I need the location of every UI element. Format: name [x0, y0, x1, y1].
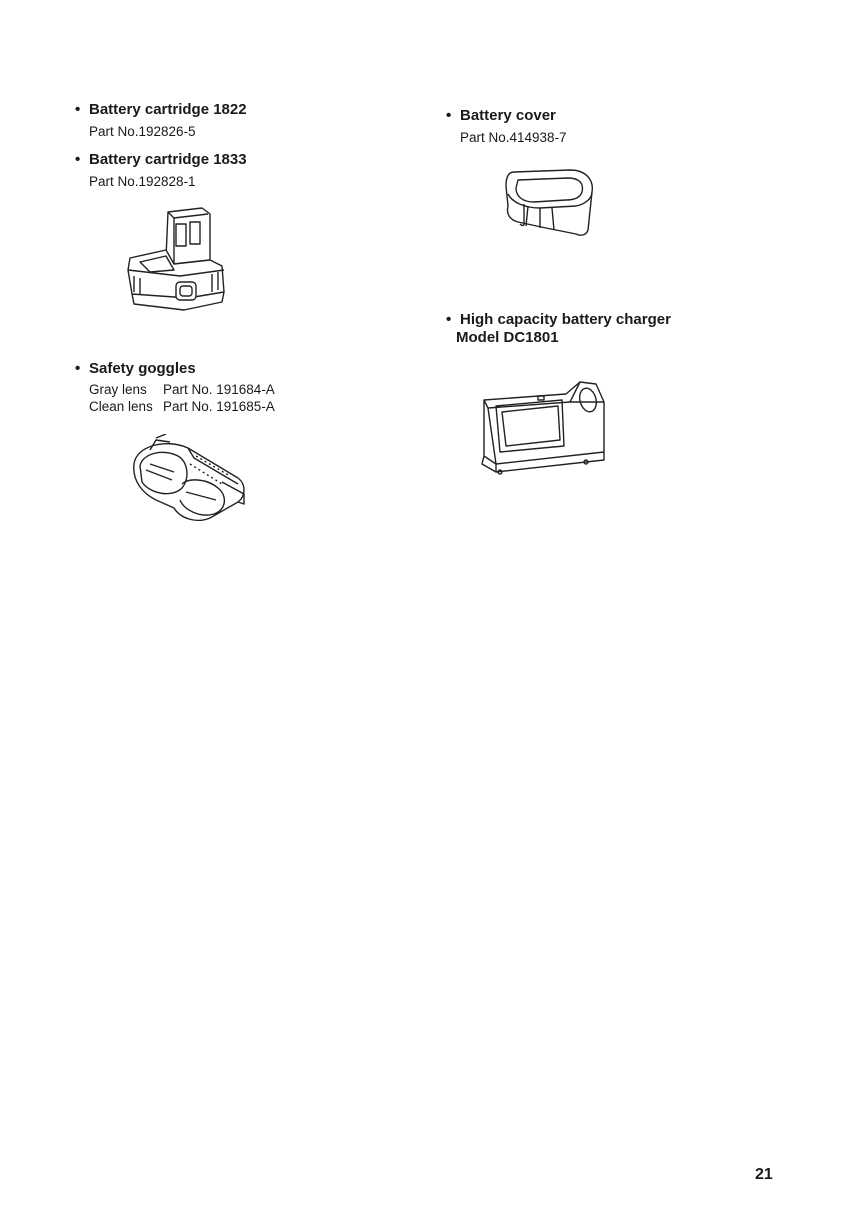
bullet: • — [75, 151, 81, 168]
safety-goggles-title — [75, 360, 275, 378]
clean-lens-part-number: Part No. 191685-A — [163, 399, 275, 414]
gray-lens-row — [89, 381, 275, 398]
clean-lens-row — [89, 398, 275, 415]
battery-cover-entry — [446, 107, 567, 146]
page-number: 21 — [755, 1166, 773, 1183]
safety-goggles-illustration — [126, 434, 250, 526]
bullet: • — [446, 311, 452, 328]
gray-lens-part-number: Part No. 191684-A — [163, 382, 275, 397]
battery-cartridge-1833-entry — [75, 151, 247, 190]
safety-goggles-entry — [75, 360, 275, 415]
battery-cartridge-1833-label: Battery cartridge 1833 — [89, 151, 247, 168]
charger-title — [446, 311, 671, 329]
battery-cartridge-1822-part-number: Part No.192826-5 — [89, 124, 196, 139]
battery-cover-part-number: Part No.414938-7 — [460, 130, 567, 145]
safety-goggles-label: Safety goggles — [89, 360, 196, 377]
battery-cartridge-1833-part-number: Part No.192828-1 — [89, 174, 196, 189]
battery-cartridge-1822-entry — [75, 101, 247, 140]
battery-cartridge-illustration — [120, 200, 230, 315]
charger-label: High capacity battery charger — [460, 311, 671, 328]
battery-cartridge-1822-title — [75, 101, 247, 119]
battery-cartridge-1822-label: Battery cartridge 1822 — [89, 101, 247, 118]
charger-entry — [446, 311, 671, 347]
bullet: • — [75, 360, 81, 377]
clean-lens-label: Clean lens — [89, 399, 153, 414]
bullet: • — [75, 101, 81, 118]
charger-model: Model DC1801 — [456, 329, 559, 346]
battery-cover-title — [446, 107, 567, 125]
battery-cartridge-1833-title — [75, 151, 247, 169]
battery-cover-label: Battery cover — [460, 107, 556, 124]
bullet: • — [446, 107, 452, 124]
battery-cover-illustration — [500, 166, 596, 240]
battery-charger-illustration — [476, 378, 612, 476]
gray-lens-label: Gray lens — [89, 382, 147, 397]
